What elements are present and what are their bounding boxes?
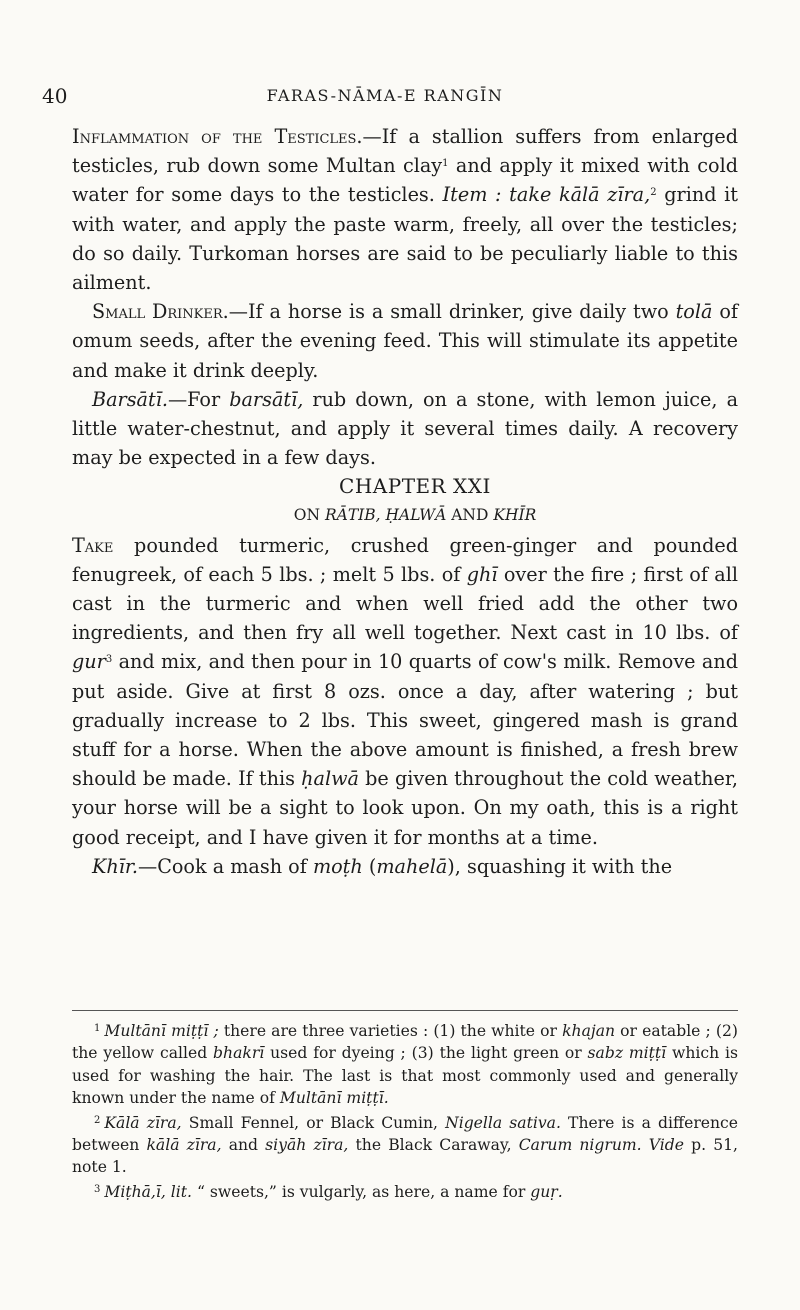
text-run: ( [362,854,377,878]
italic-term: Multānī miṭṭī. [279,1089,389,1108]
italic-term: Nigella sativa. [445,1113,561,1132]
italic-term: tolā [675,300,713,324]
footnote-ref: 3 [105,654,113,666]
footnote-ref: 1 [442,158,449,170]
text-run: used for dyeing ; (3) the light green or [264,1044,588,1063]
chapter-title: CHAPTER XXI [339,474,491,499]
italic-term: Multānī miṭṭī ; [104,1022,219,1040]
footnote-1 [72,1018,738,1110]
subtitle-term: RĀTIB, ḤALWĀ [324,506,447,525]
text-run: ), squashing it with the [447,854,673,878]
text-run: over the fire ; first of all cast in the turmeric and when well fried add the other two ingredients, and then fry all well together. Next cast in 10 lbs. of [72,562,738,645]
text-run: Small Fennel, or Black Cumin, [181,1113,446,1132]
italic-term: Carum nigrum. Vide [518,1136,684,1155]
text-run: or eatable ; (2) the yellow called [72,1022,738,1063]
footnote-number: 3 [94,1183,101,1195]
subtitle-text: AND [446,506,494,525]
text-run: and apply it mixed with cold water for some days to the testicles. [72,154,738,207]
italic-term: moṭh [312,854,363,878]
italic-term: guṛ. [530,1182,563,1201]
footnote-ref: 2 [650,187,657,199]
italic-term: Item : take kālā zīra, [442,183,651,207]
italic-term: gur [72,650,106,674]
footnote-2 [72,1110,738,1179]
footnote-number: 1 [94,1023,101,1034]
running-head: FARAS-NĀMA-E RANGĪN [266,86,504,105]
italic-term: mahelā [376,854,448,878]
text-run: and [221,1136,266,1155]
italic-term: ḥalwā [301,767,359,791]
text-run: the Black Caraway, [348,1136,519,1155]
footnote-divider [72,1010,738,1011]
paragraph-inflammation [72,122,738,297]
text-run: There is a difference between [72,1113,739,1155]
text-run: which is used for washing the hair. The last is that most commonly used and generally known under the name of [72,1044,739,1108]
italic-term: siyāh zīra, [265,1136,349,1155]
paragraph-khir [72,852,738,881]
italic-term: bhakrī [213,1044,265,1063]
section-heading: Inflammation of the Testicles. [72,125,363,148]
text-run: —If a horse is a small drinker, give daily two [228,300,676,324]
italic-term: khajan [562,1022,616,1040]
paragraph-small-drinker [72,297,738,385]
italic-term: Kālā zīra, [104,1113,182,1132]
text-run: —For [167,387,230,411]
body-text [72,122,738,881]
italic-term: Miṭhā,ī, lit. [104,1182,192,1201]
italic-term: sabz miṭṭī [587,1044,667,1063]
text-run: pounded turmeric, crushed green-ginger and pounded fenugreek, of each 5 lbs. ; melt 5 lbs. of [72,533,738,586]
page-header [42,84,728,112]
text-run: of omum seeds, after the evening feed. This will stimulate its appetite and make it drink deeply. [72,300,738,382]
italic-term: kālā zīra, [146,1136,222,1155]
footnotes [72,1018,738,1203]
paragraph-barsati [72,385,738,473]
subtitle-term: KHĪR [493,506,537,525]
subtitle-text: ON [293,506,325,525]
text-run: p. 51, note 1. [72,1136,738,1177]
paragraph-recipe [72,531,738,852]
text-run: there are three varieties : (1) the white or [218,1022,563,1040]
footnote-3 [72,1179,738,1203]
chapter-subtitle [72,501,738,530]
section-heading: Barsātī. [92,387,168,411]
section-heading: Khīr. [92,854,138,878]
text-run: rub down, on a stone, with lemon juice, a little water-chestnut, and apply it several times daily. A recovery may be expected in a few days. [72,387,739,470]
opening-word: Take [72,533,114,557]
text-run: —Cook a mash of [138,854,313,878]
text-run: “ sweets,” is vulgarly, as here, a name for [192,1182,531,1201]
text-run: be given throughout the cold weather, your horse will be a sight to look upon. On my oath, this is a right good receipt, and I have given it for months at a time. [72,767,738,849]
section-heading: Small Drinker. [92,300,229,324]
footnote-number: 2 [94,1114,101,1126]
text-run: and mix, and then pour in 10 quarts of cow's milk. Remove and put aside. Give at first 8 ozs. once a day, after watering ; but gradually increase to 2 lbs. This sweet, gingered mash is grand stuff for a horse. When the above amount is finished, a fresh brew should be made. If this [72,650,738,791]
text-run: grind it with water, and apply the paste warm, freely, all over the testicles; do so daily. Turkoman horses are said to be peculiarly liable to this ailment. [72,183,739,295]
italic-term: barsātī, [229,387,304,411]
page-number: 40 [42,84,68,108]
text-run: —If a stallion suffers from enlarged testicles, rub down some Multan clay [72,125,738,178]
italic-term: ghī [466,562,498,586]
